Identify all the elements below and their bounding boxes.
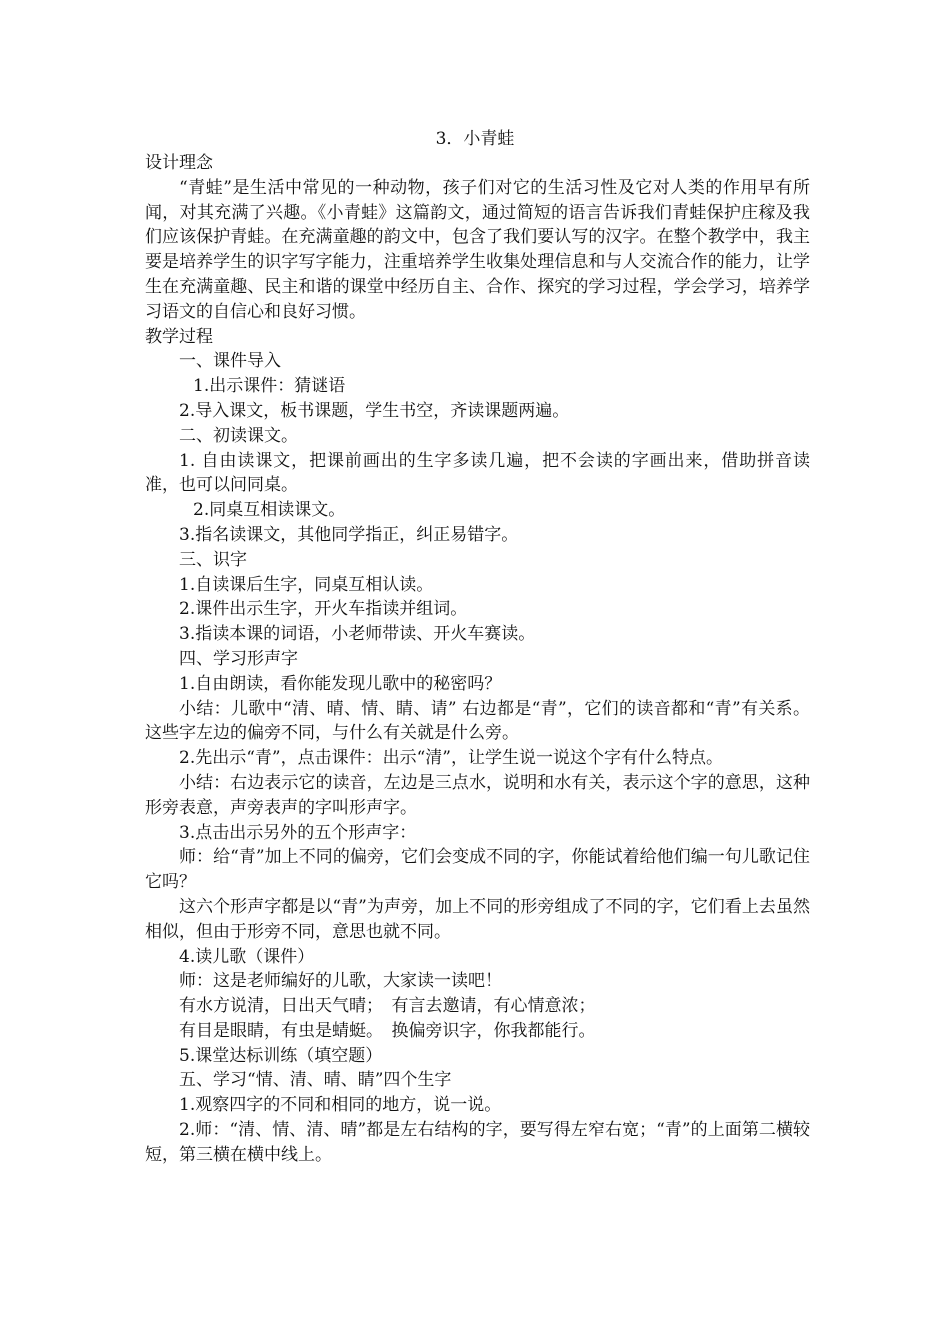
- paragraph: 师：给“青”加上不同的偏旁，它们会变成不同的字，你能试着给他们编一句儿歌记住它吗？: [145, 847, 810, 893]
- paragraph: 小结：右边表示它的读音，左边是三点水，说明和水有关，表示这个字的意思，这种形旁表意，声旁表声的字叫形声字。: [145, 772, 810, 818]
- paragraph: 2.师：“清、情、清、晴”都是左右结构的字，要写得左窄右宽；“青”的上面第二横较短，第三横在横中线上。: [145, 1120, 810, 1165]
- paragraph: 二、初读课文。: [179, 425, 298, 446]
- paragraph: 五、学习“情、清、晴、睛”四个生字: [179, 1070, 452, 1091]
- paragraph: 3.点击出示另外的五个形声字：: [179, 822, 417, 843]
- paragraph: 一、课件导入: [179, 351, 281, 372]
- section-heading: 设计理念: [145, 153, 213, 173]
- paragraph: 小结：儿歌中“清、晴、情、睛、请” 右边都是“青”，它们的读音都和“青”有关系。这些字左边的偏旁不同，与什么有关就是什么旁。: [145, 698, 810, 744]
- document-title: 3．小青蛙: [435, 129, 515, 149]
- paragraph: 这六个形声字都是以“青”为声旁，加上不同的形旁组成了不同的字，它们看上去虽然相似，但由于形旁不同，意思也就不同。: [145, 896, 810, 942]
- paragraph: 1.自读课后生字，同桌互相认读。: [179, 574, 434, 595]
- paragraph: 1. 自由读课文，把课前画出的生字多读几遍，把不会读的字画出来，借助拼音读准，也可以问同桌。: [145, 450, 810, 496]
- paragraph: 有目是眼睛，有虫是蜻蜓。 换偏旁识字，你我都能行。: [179, 1020, 596, 1041]
- paragraph: 三、识字: [179, 549, 247, 570]
- paragraph: 1.出示课件：猜谜语: [193, 376, 346, 397]
- section-heading: 教学过程: [145, 326, 213, 347]
- paragraph: 四、学习形声字: [179, 648, 298, 669]
- paragraph: 5.课堂达标训练（填空题）: [179, 1045, 383, 1066]
- paragraph: 2.导入课文，板书课题，学生书空，齐读课题两遍。: [179, 400, 570, 421]
- paragraph: 2.课件出示生字，开火车指读并组词。: [179, 599, 468, 620]
- paragraph: 有水方说清，日出天气晴； 有言去邀请，有心情意浓；: [179, 996, 596, 1017]
- paragraph: 1.自由朗读，看你能发现儿歌中的秘密吗？: [179, 673, 502, 694]
- document-body: [145, 151, 810, 1168]
- paragraph: 师：这是老师编好的儿歌，大家读一读吧！: [179, 971, 502, 992]
- paragraph: 2.先出示“青”，点击课件：出示“清”，让学生说一说这个字有什么特点。: [179, 748, 723, 769]
- paragraph: 2.同桌互相读课文。: [193, 500, 346, 521]
- paragraph: 1.观察四字的不同和相同的地方，说一说。: [179, 1095, 502, 1116]
- paragraph: 3.指名读课文，其他同学指正，纠正易错字。: [179, 524, 519, 545]
- paragraph: “青蛙”是生活中常见的一种动物，孩子们对它的生活习性及它对人类的作用早有所闻，对其充满了兴趣。《小青蛙》这篇韵文，通过简短的语言告诉我们青蛙保护庄稼及我们应该保护青蛙。在充满童趣的韵文中，包含了我们要认写的汉字。在整个教学中，我主要是培养学生的识字写字能力，注重培养学生收集处理信息和与人交流合作的能力，让学生在充满童趣、民主和谐的课堂中经历自主、合作、探究的学习过程，学会学习，培养学习语文的自信心和良好习惯。: [145, 177, 810, 322]
- paragraph: 4.读儿歌（课件）: [179, 946, 315, 967]
- paragraph: 3.指读本课的词语，小老师带读、开火车赛读。: [179, 624, 536, 645]
